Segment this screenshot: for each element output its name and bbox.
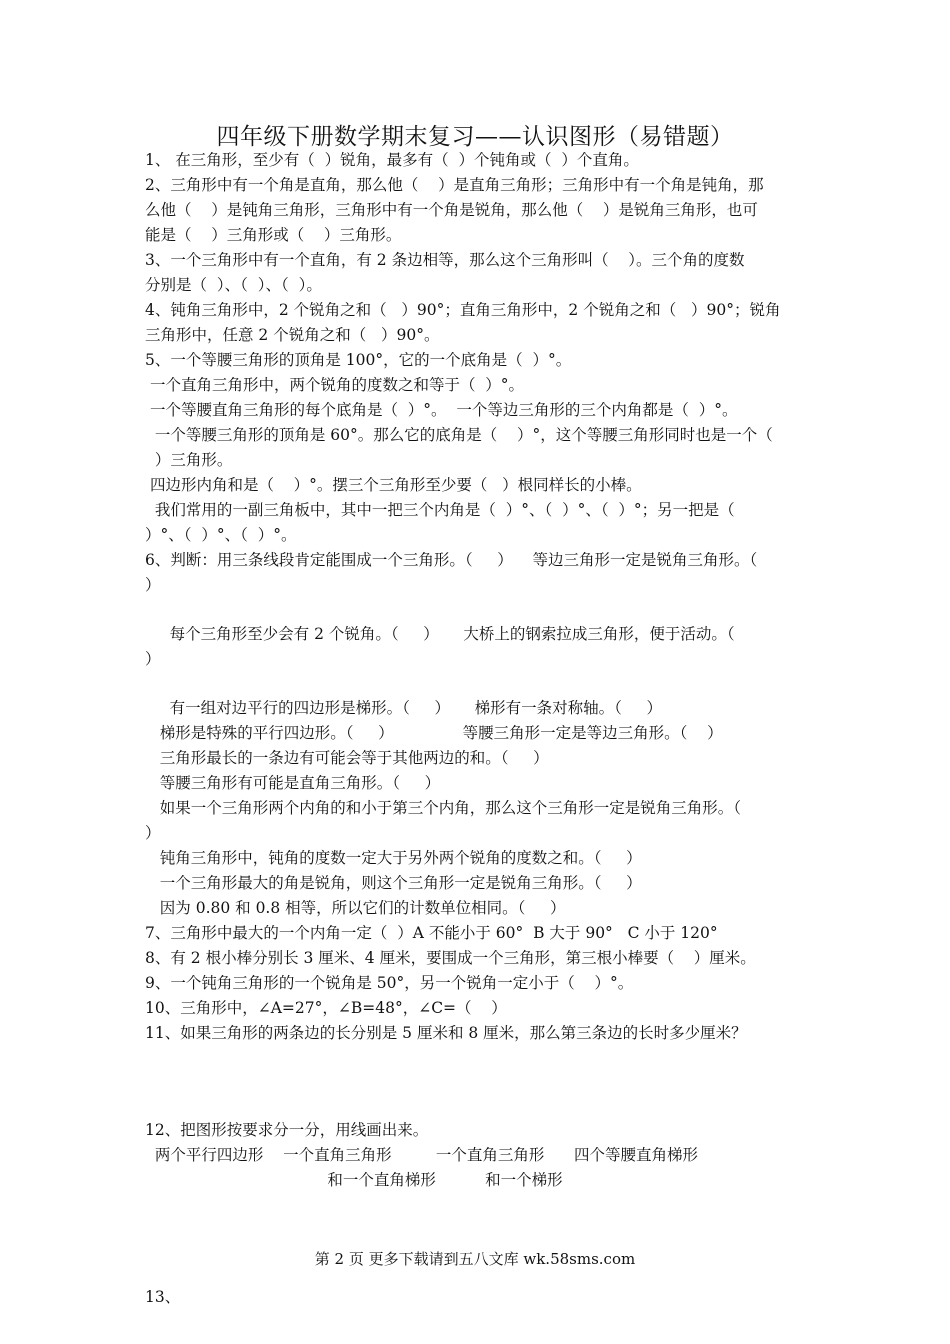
text-line: 能是（ ）三角形或（ ）三角形。	[145, 226, 402, 244]
question-12-title: 12、把图形按要求分一分，用线画出来。	[145, 1121, 429, 1139]
questions-1-6	[145, 148, 810, 598]
text-line: 11、如果三角形的两条边的长分别是 5 厘米和 8 厘米，那么第三条边的长时多少厘米？	[145, 1024, 747, 1042]
text-line: 每个三角形至少会有 2 个锐角。（ ） 大桥上的钢索拉成三角形，便于活动。（	[145, 625, 735, 643]
text-line: 有一组对边平行的四边形是梯形。（ ） 梯形有一条对称轴。（ ）	[145, 699, 663, 717]
text-line: 10、三角形中，∠A=27°，∠B=48°，∠C=（ ）	[145, 999, 507, 1017]
answer-space-q11	[145, 1046, 810, 1118]
text-line: 分别是（ ）、（ ）、（ ）。	[145, 276, 322, 294]
text-line: 8、有 2 根小棒分别长 3 厘米、4 厘米，要围成一个三角形，第三根小棒要（ ）厘米。	[145, 949, 756, 967]
text-line: 三角形最长的一条边有可能会等于其他两边的和。（ ）	[145, 749, 549, 767]
text-line: ）	[145, 650, 161, 668]
question-6-judgments-part1	[145, 622, 810, 672]
page-title: 四年级下册数学期末复习——认识图形（易错题）	[216, 124, 734, 150]
questions-6-11	[145, 696, 810, 1046]
text-line: 3、一个三角形中有一个直角，有 2 条边相等，那么这个三角形叫（ ）。三个角的度数	[145, 251, 745, 269]
text-line: ）	[145, 576, 161, 594]
text-line: 一个直角三角形中，两个锐角的度数之和等于（ ）°。	[145, 376, 525, 394]
text-line: ）°、（ ）°、（ ）°。	[145, 526, 297, 544]
spacer	[145, 598, 810, 622]
text-line: 三角形中，任意 2 个锐角之和（ ）90°。	[145, 326, 440, 344]
answer-space-q12	[145, 1193, 810, 1285]
text-line: 一个等腰三角形的顶角是 60°。那么它的底角是（ ）°，这个等腰三角形同时也是一个（	[145, 426, 773, 444]
spacer	[145, 672, 810, 696]
text-line: 因为 0.80 和 0.8 相等，所以它们的计数单位相同。（ ）	[145, 899, 566, 917]
text-line: 一个三角形最大的角是锐角，则这个三角形一定是锐角三角形。（ ）	[145, 874, 642, 892]
text-line: 7、三角形中最大的一个内角一定（ ）A 不能小于 60° B 大于 90° C 小于 120°	[145, 924, 718, 942]
text-line: 梯形是特殊的平行四边形。（ ） 等腰三角形一定是等边三角形。（ ）	[145, 724, 723, 742]
text-line: 钝角三角形中，钝角的度数一定大于另外两个锐角的度数之和。（ ）	[145, 849, 642, 867]
text-line: 1、 在三角形，至少有（ ）锐角，最多有（ ）个钝角或（ ）个直角。	[145, 151, 639, 169]
text-line: 四边形内角和是（ ）°。摆三个三角形至少要（ ）根同样长的小棒。	[145, 476, 642, 494]
text-line: ）	[145, 824, 161, 842]
text-line: 一个等腰直角三角形的每个底角是（ ）°。 一个等边三角形的三个内角都是（ ）°。	[145, 401, 738, 419]
text-line: 6、判断：用三条线段肯定能围成一个三角形。（ ） 等边三角形一定是锐角三角形。（	[145, 551, 758, 569]
text-line: 9、一个钝角三角形的一个锐角是 50°，另一个锐角一定小于（ ）°。	[145, 974, 634, 992]
question-13-label: 13、	[145, 1288, 181, 1306]
question-12-row-2: 和一个直角梯形 和一个梯形	[145, 1171, 563, 1189]
text-line: 么他（ ）是钝角三角形，三角形中有一个角是锐角，那么他（ ）是锐角三角形，也可	[145, 201, 758, 219]
text-line: 5、一个等腰三角形的顶角是 100°，它的一个底角是（ ）°。	[145, 351, 572, 369]
question-12-row-1: 两个平行四边形 一个直角三角形 一个直角三角形 四个等腰直角梯形	[145, 1146, 698, 1164]
page-footer: 第 2 页 更多下载请到五八文库 wk.58sms.com	[314, 1250, 636, 1268]
text-line: 4、钝角三角形中，2 个锐角之和（ ）90°；直角三角形中，2 个锐角之和（ ）90°；锐角	[145, 301, 781, 319]
question-body	[145, 148, 810, 1310]
text-line: ）三角形。	[145, 451, 233, 469]
text-line: 2、三角形中有一个角是直角，那么他（ ）是直角三角形；三角形中有一个角是钝角，那	[145, 176, 764, 194]
text-line: 等腰三角形有可能是直角三角形。（ ）	[145, 774, 441, 792]
text-line: 如果一个三角形两个内角的和小于第三个内角，那么这个三角形一定是锐角三角形。（	[145, 799, 742, 817]
text-line: 我们常用的一副三角板中，其中一把三个内角是（ ）°、（ ）°、（ ）°；另一把是（	[145, 501, 735, 519]
